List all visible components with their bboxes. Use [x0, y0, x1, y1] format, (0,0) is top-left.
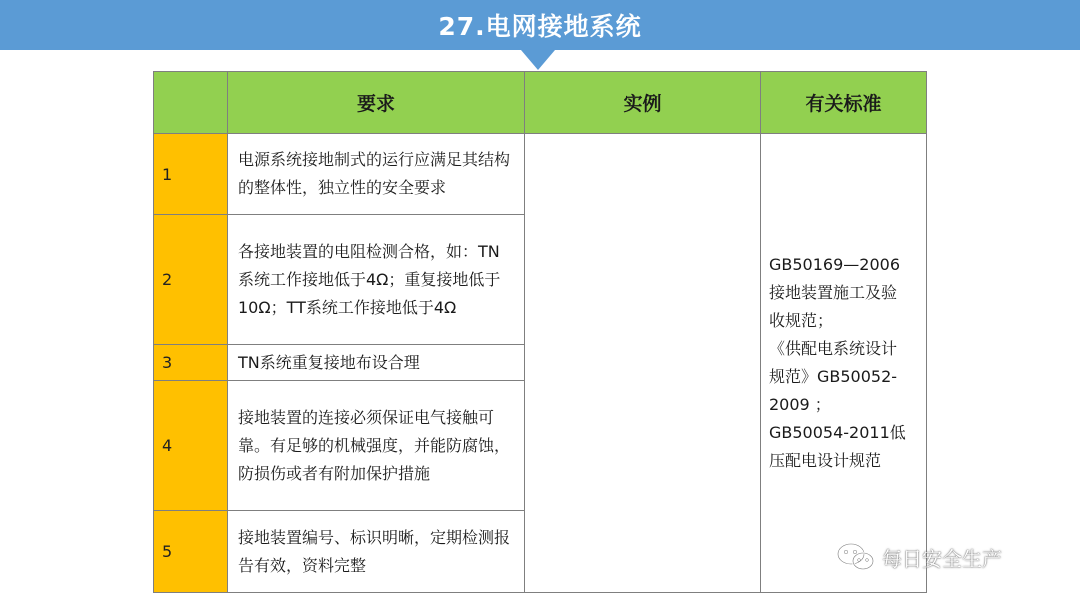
table-header-row — [154, 72, 927, 134]
page-title: 27.电网接地系统 — [438, 12, 642, 41]
title-banner — [0, 0, 1080, 50]
standard-line: 规范》GB50052- — [769, 367, 898, 386]
row-requirement: 电源系统接地制式的运行应满足其结构的整体性，独立性的安全要求 — [228, 134, 525, 215]
row-number: 4 — [154, 381, 228, 511]
standard-line: GB50169—2006 — [769, 255, 900, 274]
standard-line: GB50054-2011低 — [769, 423, 906, 442]
row-requirement: 接地装置编号、标识明晰，定期检测报告有效，资料完整 — [228, 511, 525, 593]
standard-line: 《供配电系统设计 — [769, 339, 898, 358]
row-requirement: TN系统重复接地布设合理 — [228, 345, 525, 381]
watermark — [836, 542, 1002, 572]
row-requirement: 接地装置的连接必须保证电气接触可靠。有足够的机械强度，并能防腐蚀，防损伤或者有附加保护措施 — [228, 381, 525, 511]
grounding-requirements-table — [153, 71, 927, 593]
header-standard: 有关标准 — [761, 72, 927, 134]
wechat-icon — [836, 542, 876, 572]
row-number: 1 — [154, 134, 228, 215]
header-requirement: 要求 — [228, 72, 525, 134]
header-example: 实例 — [525, 72, 761, 134]
row-number: 2 — [154, 215, 228, 345]
header-number — [154, 72, 228, 134]
banner-pointer — [521, 50, 555, 70]
table-row — [154, 134, 927, 215]
standard-cell — [761, 134, 927, 593]
row-number: 5 — [154, 511, 228, 593]
example-cell — [525, 134, 761, 593]
standard-line: 接地装置施工及验 — [769, 283, 898, 302]
row-number: 3 — [154, 345, 228, 381]
standard-line: 2009 ； — [769, 395, 831, 414]
row-requirement: 各接地装置的电阻检测合格，如：TN系统工作接地低于4Ω；重复接地低于10Ω；TT系统工作接地低于4Ω — [228, 215, 525, 345]
standard-line: 收规范； — [769, 311, 834, 330]
watermark-text: 每日安全生产 — [882, 546, 1002, 571]
standard-line: 压配电设计规范 — [769, 451, 882, 470]
